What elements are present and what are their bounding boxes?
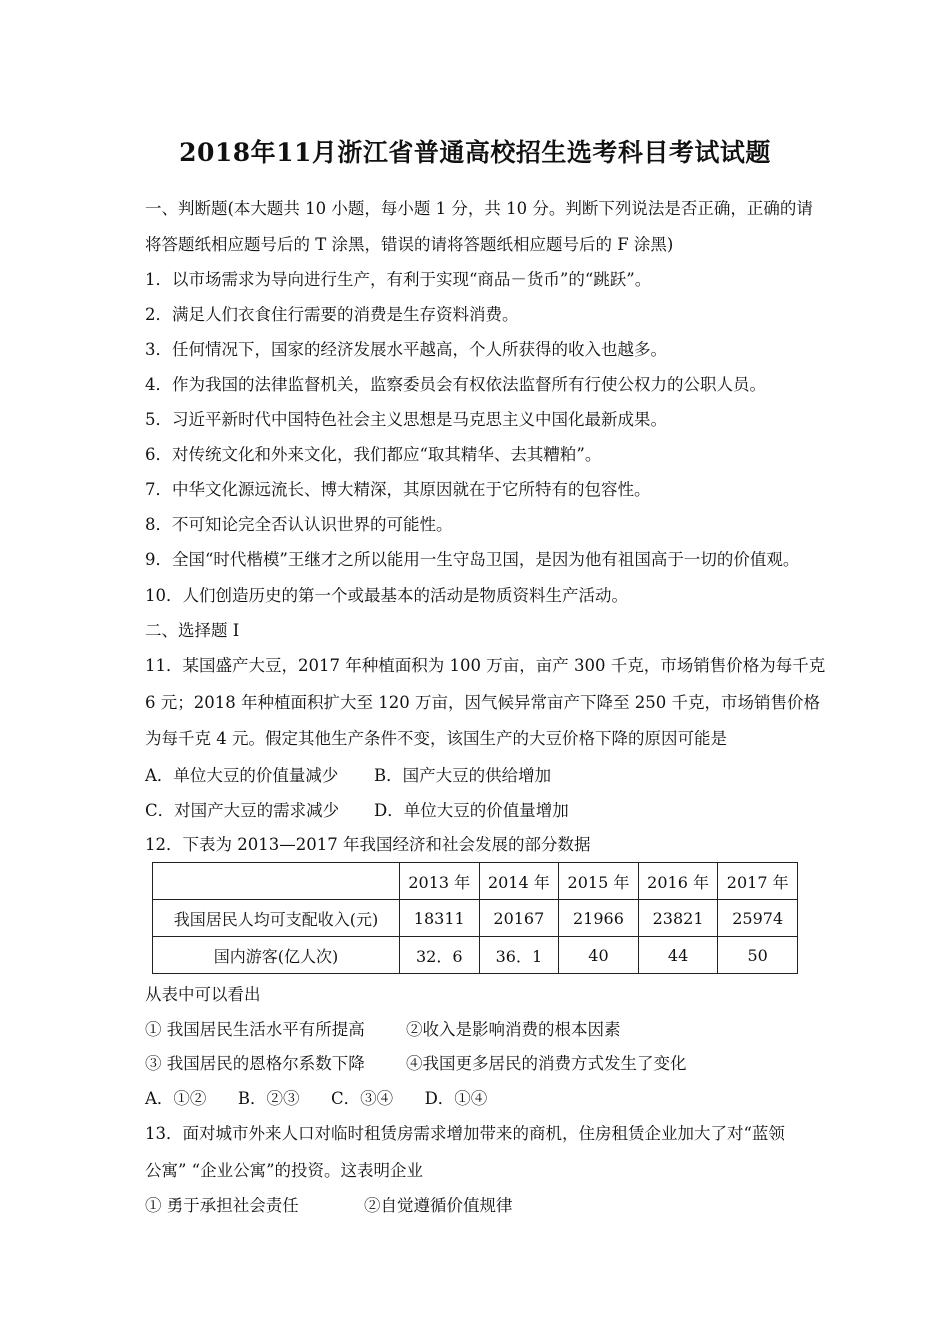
table-cell: 国内游客(亿人次)	[153, 937, 400, 974]
q11-option-a: A．单位大豆的价值量减少	[145, 766, 339, 785]
q13-line2: 公寓” “企业公寓”的投资。这表明企业	[145, 1161, 424, 1180]
q11-line2: 6 元；2018 年种植面积扩大至 120 万亩，因气候异常亩产下降至 250 千克，市场销售价格	[145, 693, 820, 712]
data-table	[152, 862, 798, 974]
table-cell: 23821	[638, 900, 718, 937]
table-cell: 50	[718, 937, 798, 974]
table-header-row	[153, 863, 798, 900]
q13-statement-1: ① 勇于承担社会责任	[145, 1196, 299, 1215]
section1-intro-line2: 将答题纸相应题号后的 T 涂黑，错误的请将答题纸相应题号后的 F 涂黑)	[145, 235, 674, 254]
section1-intro-line1: 一、判断题(本大题共 10 小题，每小题 1 分，共 10 分。判断下列说法是否正确，正确的请	[145, 199, 813, 218]
table-cell: 25974	[718, 900, 798, 937]
judge-item-3: 3．任何情况下，国家的经济发展水平越高，个人所获得的收入也越多。	[145, 340, 667, 359]
q11-option-d: D．单位大豆的价值量增加	[374, 801, 569, 820]
q11-option-c: C．对国产大豆的需求减少	[145, 801, 340, 820]
table-row	[153, 900, 798, 937]
table-cell: 32．6	[399, 937, 479, 974]
judge-item-6: 6．对传统文化和外来文化，我们都应“取其精华、去其糟粕”。	[145, 445, 602, 464]
q12-stem: 12．下表为 2013—2017 年我国经济和社会发展的部分数据	[145, 835, 591, 854]
judge-item-7: 7．中华文化源远流长、博大精深，其原因就在于它所特有的包容性。	[145, 480, 651, 499]
q11-option-b: B．国产大豆的供给增加	[374, 766, 552, 785]
table-cell: 2017 年	[718, 863, 798, 900]
judge-item-10: 10．人们创造历史的第一个或最基本的活动是物质资料生产活动。	[145, 586, 628, 605]
q12-statement-2: ②收入是影响消费的根本因素	[406, 1020, 621, 1039]
judge-item-9: 9．全国“时代楷模”王继才之所以能用一生守岛卫国，是因为他有祖国高于一切的价值观。	[145, 550, 800, 569]
table-cell: 44	[638, 937, 718, 974]
judge-item-8: 8．不可知论完全否认认识世界的可能性。	[145, 515, 453, 534]
section2-heading: 二、选择题 I	[145, 621, 240, 640]
judge-item-2: 2．满足人们衣食住行需要的消费是生存资料消费。	[145, 305, 519, 324]
q12-after-table: 从表中可以看出	[145, 985, 261, 1004]
table-cell: 2014 年	[479, 863, 559, 900]
judge-item-1: 1．以市场需求为导向进行生产，有利于实现“商品－货币”的“跳跃”。	[145, 270, 652, 289]
table-cell: 2016 年	[638, 863, 718, 900]
judge-item-4: 4．作为我国的法律监督机关，监察委员会有权依法监督所有行使公权力的公职人员。	[145, 375, 766, 394]
q13-statement-2: ②自觉遵循价值规律	[364, 1196, 513, 1215]
table-cell: 我国居民人均可支配收入(元)	[153, 900, 400, 937]
table-cell: 40	[559, 937, 639, 974]
table-cell: 21966	[559, 900, 639, 937]
q13-line1: 13．面对城市外来人口对临时租赁房需求增加带来的商机，住房租赁企业加大了对“蓝领	[145, 1124, 785, 1143]
q12-statement-3: ③ 我国居民的恩格尔系数下降	[145, 1054, 365, 1073]
q12-answer-options: A．①② B．②③ C．③④ D．①④	[145, 1089, 488, 1108]
table-row	[153, 937, 798, 974]
table-cell: 2013 年	[399, 863, 479, 900]
table-cell	[153, 863, 400, 900]
q12-statement-4: ④我国更多居民的消费方式发生了变化	[406, 1054, 687, 1073]
table-cell: 18311	[399, 900, 479, 937]
q12-statement-1: ① 我国居民生活水平有所提高	[145, 1020, 365, 1039]
table-cell: 36．1	[479, 937, 559, 974]
q11-line1: 11．某国盛产大豆，2017 年种植面积为 100 万亩，亩产 300 千克，市场销售价格为每千克	[145, 656, 826, 675]
judge-item-5: 5．习近平新时代中国特色社会主义思想是马克思主义中国化最新成果。	[145, 410, 667, 429]
table-cell: 20167	[479, 900, 559, 937]
page-title: 2018年11月浙江省普通高校招生选考科目考试试题	[179, 138, 771, 167]
q11-line3: 为每千克 4 元。假定其他生产条件不变，该国生产的大豆价格下降的原因可能是	[145, 729, 727, 748]
table-cell: 2015 年	[559, 863, 639, 900]
